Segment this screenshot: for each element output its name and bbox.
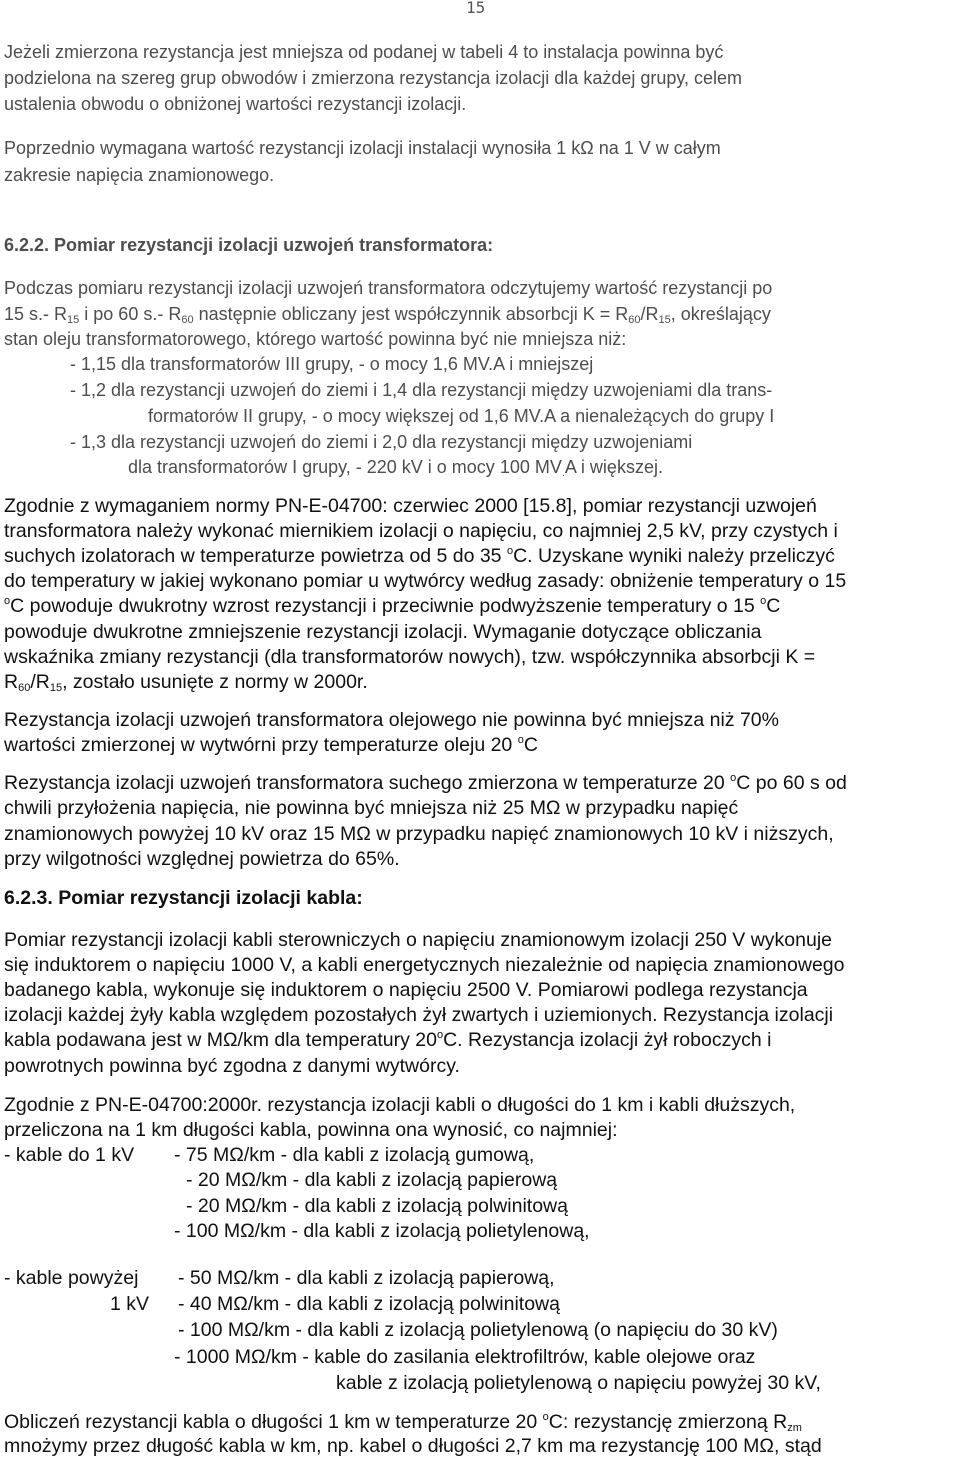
intro-line: Jeżeli zmierzona rezystancja jest mniejsza od podanej w tabeli 4 to instalacja powinna być [4, 42, 724, 62]
body-line: Rezystancja izolacji uzwojeń transformatora suchego zmierzona w temperaturze 20 $^o$C po 60 s od [4, 772, 847, 794]
intro-line: Poprzednio wymagana wartość rezystancji izolacji instalacji wynosiła 1 kΩ na 1 V w całym [4, 138, 721, 158]
body-line: Rezystancja izolacji uzwojeń transformatora olejowego nie powinna być mniejsza niż 70% [4, 709, 779, 731]
body-line: $R_{60}/R_{15}$, zostało usunięte z normy w 2000r. [4, 671, 368, 694]
body-line: znamionowych powyżej 10 kV oraz 15 MΩ w przypadku napięć znamionowych 10 kV i niższych, [4, 823, 834, 845]
list-group-label: - kable do 1 kV [4, 1144, 135, 1166]
body-line: Zgodnie z wymaganiem normy PN-E-04700: czerwiec 2000 [15.8], pomiar rezystancji uzwojeń [4, 495, 817, 517]
intro-line: podzielona na szereg grup obwodów i zmierzona rezystancja izolacji dla każdej grupy, celem [4, 68, 743, 88]
list-item: - 1000 MΩ/km - kable do zasilania elektrofiltrów, kable olejowe oraz [174, 1346, 756, 1368]
bullet-item: - 1,15 dla transformatorów III grupy, - o mocy 1,6 MV.A i mniejszej [70, 354, 594, 374]
body-line: 15 s.- $R_{15}$ i po 60 s.- $R_{60}$ następnie obliczany jest współczynnik absorbcji $K = R_{60}/R_{15}$, określający [4, 304, 771, 326]
list-item: - 20 MΩ/km - dla kabli z izolacją papierową [186, 1169, 558, 1191]
body-line: suchych izolatorach w temperaturze powietrza od 5 do 35 $^o$C. Uzyskane wyniki należy przeliczyć [4, 545, 835, 567]
intro-line: zakresie napięcia znamionowego. [4, 165, 275, 185]
body-line: przy wilgotności względnej powietrza do 65%. [4, 848, 400, 870]
body-line: Zgodnie z PN-E-04700:2000r. rezystancja izolacji kabli o długości do 1 km i kabli dłuższych, [4, 1094, 796, 1116]
section-heading: 6.2.3. Pomiar rezystancji izolacji kabla: [4, 887, 363, 909]
list-item-cont: kable z izolacją polietylenową o napięciu powyżej 30 kV, [336, 1372, 821, 1394]
list-item: - 100 MΩ/km - dla kabli z izolacją polietylenową, [174, 1220, 590, 1242]
body-line: powoduje dwukrotne zmniejszenie rezystancji izolacji. Wymaganie dotyczące obliczania [4, 621, 762, 643]
bullet-item-cont: formatorów II grupy, - o mocy większej od 1,6 MV.A a nienależących do grupy I [148, 406, 775, 426]
bullet-item: - 1,3 dla rezystancji uzwojeń do ziemi i 2,0 dla rezystancji między uzwojeniami [70, 432, 693, 452]
list-group-label: - kable powyżej [4, 1267, 139, 1289]
bullet-item: - 1,2 dla rezystancji uzwojeń do ziemi i 1,4 dla rezystancji między uzwojeniami dla trans- [70, 380, 773, 400]
bullet-item-cont: dla transformatorów I grupy, - 220 kV i o mocy 100 $MV_.A$ i większej. [128, 457, 663, 479]
list-item: - 100 MΩ/km - dla kabli z izolacją polietylenową (o napięciu do 30 kV) [178, 1319, 778, 1341]
list-group-label: 1 kV [110, 1293, 150, 1315]
body-line: przeliczona na 1 km długości kabla, powinna ona wynosić, co najmniej: [4, 1119, 618, 1141]
body-line: powrotnych powinna być zgodna z danymi wytwórcy. [4, 1055, 460, 1077]
body-line: Pomiar rezystancji izolacji kabli sterowniczych o napięciu znamionowym izolacji 250 V wykonuje [4, 929, 833, 951]
section-heading: 6.2.2. Pomiar rezystancji izolacji uzwojeń transformatora: [4, 235, 494, 255]
body-line: do temperatury w jakiej wykonano pomiar u wytwórcy według zasady: obniżenie temperatury o 15 [4, 570, 847, 592]
body-line: się induktorem o napięciu 1000 V, a kabli energetycznych niezależnie od napięcia znamionowego [4, 954, 845, 976]
list-item: - 50 MΩ/km - dla kabli z izolacją papierową, [178, 1267, 555, 1289]
page-number: 15 [466, 0, 486, 17]
body-line: stan oleju transformatorowego, którego wartość powinna być nie mniejsza niż: [4, 329, 627, 349]
body-line: mnożymy przez długość kabla w km, np. kabel o długości 2,7 km ma rezystancję 100 MΩ, stąd [4, 1435, 822, 1457]
list-item: - 40 MΩ/km - dla kabli z izolacją polwinitową [178, 1293, 560, 1315]
body-line: izolacji każdej żyły kabla względem pozostałych żył zwartych i uziemionych. Rezystancja izolacji [4, 1004, 834, 1026]
list-item: - 75 MΩ/km - dla kabli z izolacją gumową, [174, 1144, 535, 1166]
body-line: badanego kabla, wykonuje się induktorem o napięciu 2500 V. Pomiarowi podlega rezystancja [4, 979, 808, 1001]
body-line: Podczas pomiaru rezystancji izolacji uzwojeń transformatora odczytujemy wartość rezystancji po [4, 278, 773, 298]
intro-line: ustalenia obwodu o obniżonej wartości rezystancji izolacji. [4, 94, 467, 114]
list-item: - 20 MΩ/km - dla kabli z izolacją polwinitową [186, 1195, 568, 1217]
body-line: transformatora należy wykonać miernikiem izolacji o napięciu, co najmniej 2,5 kV, przy czystych i [4, 520, 838, 542]
body-line: $^o$C powoduje dwukrotny wzrost rezystancji i przeciwnie podwyższenie temperatury o 15 $^o$C [4, 595, 781, 617]
body-line: Obliczeń rezystancji kabla o długości 1 km w temperaturze 20 $^o$C: rezystancję zmierzoną $R_{zm}$ [4, 1411, 802, 1434]
body-line: chwili przyłożenia napięcia, nie powinna być mniejsza niż 25 MΩ w przypadku napięć [4, 797, 739, 819]
body-line: kabla podawana jest w MΩ/km dla temperatury 20$^o$C. Rezystancja izolacji żył roboczych i [4, 1029, 772, 1051]
body-line: wartości zmierzonej w wytwórni przy temperaturze oleju 20 $^o$C [4, 734, 538, 756]
body-line: wskaźnika zmiany rezystancji (dla transformatorów nowych), tzw. współczynnika absorbcji K = [4, 646, 816, 668]
